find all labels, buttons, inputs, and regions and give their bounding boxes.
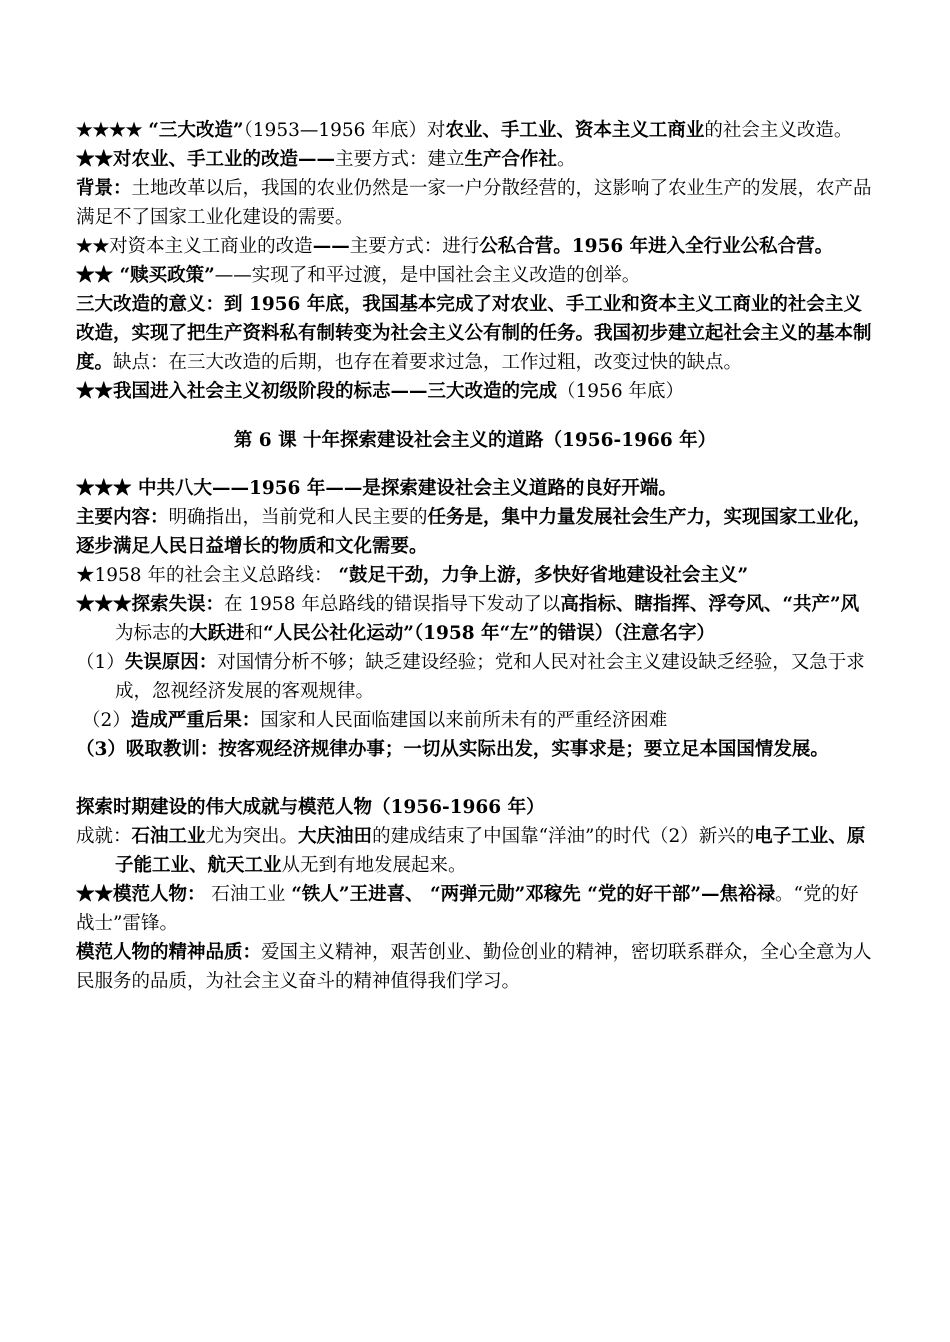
text-run: ——实现了和平过渡，是中国社会主义改造的创举。	[214, 265, 641, 286]
bold-term: 农业、手工业、资本主义工商业	[445, 120, 705, 141]
text-run: 的建成结束了中国靠“洋油”的时代（2）新兴的	[372, 826, 755, 847]
text-run: 和	[244, 623, 264, 644]
text-run: 石油工业	[205, 884, 292, 905]
bold-term: “人民公社化运动”（1958 年“左”的错误）（注意名字）	[263, 623, 716, 644]
text-run: 爱国主义精神，艰苦创业、勤俭创业的精神，密切联系群众，全心全意为人民服务的品质，为社会主义奋斗的精神值得我们学习。	[76, 942, 872, 992]
bold-term: 电子工业、原子能工业、航天工业	[115, 826, 866, 876]
bold-term: ★★ “赎买政策”	[76, 265, 215, 286]
paragraph-general-line	[76, 561, 874, 590]
bold-term: 大跃进	[189, 623, 245, 644]
star-rating: ★★★★	[76, 120, 143, 141]
paragraph-mistakes	[76, 590, 874, 648]
paragraph-eighth-congress	[76, 474, 874, 503]
bold-term: “铁人”王进喜、 “两弹元勋”邓稼先 “党的好干部”—焦裕禄	[291, 884, 776, 905]
text-run: 土地改革以后，我国的农业仍然是一家一户分散经营的，这影响了农业生产的发展，农产品满足不了国家工业化建设的需要。	[76, 178, 872, 228]
paragraph-significance	[76, 290, 874, 377]
text-run: 在 1958 年总路线的错误指导下发动了以	[224, 594, 561, 615]
bold-term: 三大改造的意义：到 1956 年底，我国基本完成了对农业、手工业和资本主义工商业的社会主义改造，实现了把生产资料私有制转变为社会主义公有制的任务。我国初步建立起社会主义的基本制度。	[76, 294, 872, 373]
bold-term: 公私合营。1956 年进入全行业公私合营。	[479, 236, 834, 257]
text-run: 。	[557, 149, 576, 170]
paragraph-three-reforms	[76, 116, 874, 145]
paragraph-background	[76, 174, 874, 232]
text-run: 从无到有地发展起来。	[281, 855, 467, 876]
bold-term: ★★对农业、手工业的改造——	[76, 149, 336, 170]
text-run: 的社会主义改造。	[704, 120, 853, 141]
bold-term: （3）吸取教训：按客观经济规律办事；一切从实际出发，实事求是；要立足本国国情发展。	[76, 739, 829, 760]
bold-term: ——	[312, 236, 350, 257]
bold-term: ★★模范人物：	[76, 884, 206, 905]
bold-term: 高指标、瞎指挥、浮夸风、“共产”风	[560, 594, 860, 615]
text-run: 为标志的	[115, 623, 190, 644]
text-run: 。“党的好战士”雷锋。	[76, 884, 859, 934]
bold-term: ★★★ 中共八大——1956 年——是探索建设社会主义道路的良好开端。	[76, 478, 677, 499]
paragraph-agri-reform	[76, 145, 874, 174]
text-run: 主要方式：进行	[349, 236, 480, 257]
text-run: （1953—1956 年底）对	[243, 120, 446, 141]
bold-term: 大庆油田	[298, 826, 373, 847]
text-run: （1956 年底）	[557, 381, 684, 402]
paragraph-spirit	[76, 938, 874, 996]
bold-term: 生产合作社	[464, 149, 558, 170]
bold-term: 主要内容：	[76, 507, 169, 528]
paragraph-main-content	[76, 503, 874, 561]
text-run: 国家和人民面临建国以来前所未有的严重经济困难	[260, 710, 668, 731]
bold-term: 任务是，集中力量发展社会生产力，实现国家工业化，逐步满足人民日益增长的物质和文化需要。	[76, 507, 872, 557]
bold-term: 背景：	[76, 178, 132, 199]
paragraph-primary-stage	[76, 377, 874, 406]
list-item-lesson	[76, 735, 874, 764]
text-run: 尤为突出。	[205, 826, 299, 847]
bold-term: ★★我国进入社会主义初级阶段的标志——三大改造的完成	[76, 381, 558, 402]
list-item-cause	[76, 648, 874, 706]
paragraph-achievements	[76, 822, 874, 880]
list-marker: （2）	[82, 710, 131, 731]
section-title-achievements: 探索时期建设的伟大成就与模范人物（1956-1966 年）	[76, 797, 545, 818]
paragraph-commerce-reform	[76, 232, 874, 261]
text-run: 明确指出，当前党和人民主要的	[168, 507, 428, 528]
bold-term: “三大改造”	[148, 120, 244, 141]
text-run: 对资本主义工商业的改造	[109, 236, 313, 257]
paragraph-model-figures	[76, 880, 874, 938]
paragraph-redemption-policy	[76, 261, 874, 290]
text-run: 主要方式：建立	[335, 149, 465, 170]
bold-term: 模范人物的精神品质：	[76, 942, 262, 963]
bold-term: 石油工业	[131, 826, 206, 847]
text-run: 成就：	[76, 826, 132, 847]
text-run: ★1958 年的社会主义总路线：	[76, 565, 339, 586]
list-marker: （1）	[76, 652, 125, 673]
bold-term: 造成严重后果：	[130, 710, 261, 731]
text-run: 对国情分析不够；缺乏建设经验；党和人民对社会主义建设缺乏经验，又急于求成，忽视经济发展的客观规律。	[115, 652, 865, 702]
text-run: 缺点：在三大改造的后期，也存在着要求过急，工作过粗，改变过快的缺点。	[113, 352, 743, 373]
list-item-consequence	[76, 706, 874, 735]
bold-term: 失误原因：	[124, 652, 218, 673]
bold-term: “鼓足干劲，力争上游，多快好省地建设社会主义”	[338, 565, 749, 586]
bold-term: ★★	[76, 236, 110, 257]
bold-term: ★★★探索失误：	[76, 594, 225, 615]
lesson-title: 第 6 课 十年探索建设社会主义的道路（1956-1966 年）	[233, 430, 717, 451]
